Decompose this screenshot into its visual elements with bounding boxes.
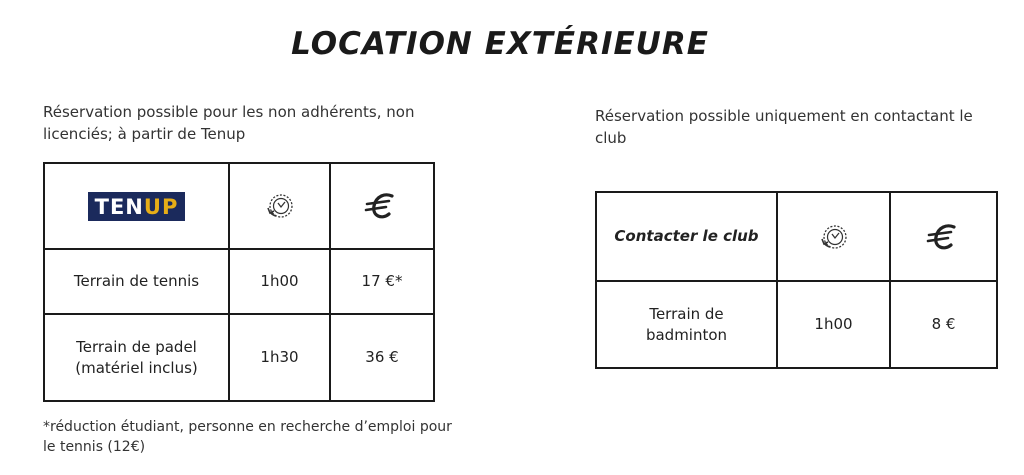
table-row [44, 249, 434, 314]
clock-icon [261, 191, 299, 221]
duration-header [229, 163, 330, 249]
page-title: LOCATION EXTÉRIEURE [291, 26, 709, 62]
price-header [330, 163, 434, 249]
euro-icon [924, 221, 964, 253]
price-header [890, 192, 997, 281]
pricing-table-club [595, 191, 998, 369]
euro-icon [362, 190, 402, 222]
intro-left: Réservation possible pour les non adhérents, non licenciés; à partir de Tenup [43, 103, 415, 143]
contact-header [596, 192, 777, 281]
duration-value: 1h30 [229, 314, 330, 401]
price-value: 36 € [330, 314, 434, 401]
table-header-row [596, 192, 997, 281]
court-label [44, 314, 229, 401]
price-value: 8 € [890, 281, 997, 368]
court-label: Terrain de tennis [44, 249, 229, 314]
court-label-line1: Terrain de padel [76, 337, 197, 356]
court-label [596, 281, 777, 368]
table-row [44, 314, 434, 401]
intro-right: Réservation possible uniquement en contactant le club [595, 107, 973, 147]
tenup-logo-cell [44, 163, 229, 249]
tenup-logo: TENUP [88, 192, 186, 221]
duration-value: 1h00 [229, 249, 330, 314]
footnote: *réduction étudiant, personne en recherche d’emploi pour le tennis (12€) [43, 419, 452, 455]
table-header-row [44, 163, 434, 249]
pricing-table-tenup [43, 162, 435, 402]
court-label-line2: (matériel inclus) [75, 358, 198, 377]
duration-value: 1h00 [777, 281, 890, 368]
price-value: 17 €* [330, 249, 434, 314]
contact-label: Contacter le club [614, 227, 759, 245]
clock-icon [815, 222, 853, 252]
duration-header [777, 192, 890, 281]
table-row [596, 281, 997, 368]
court-label-line2: badminton [645, 325, 728, 344]
court-label-line1: Terrain de [649, 304, 724, 323]
